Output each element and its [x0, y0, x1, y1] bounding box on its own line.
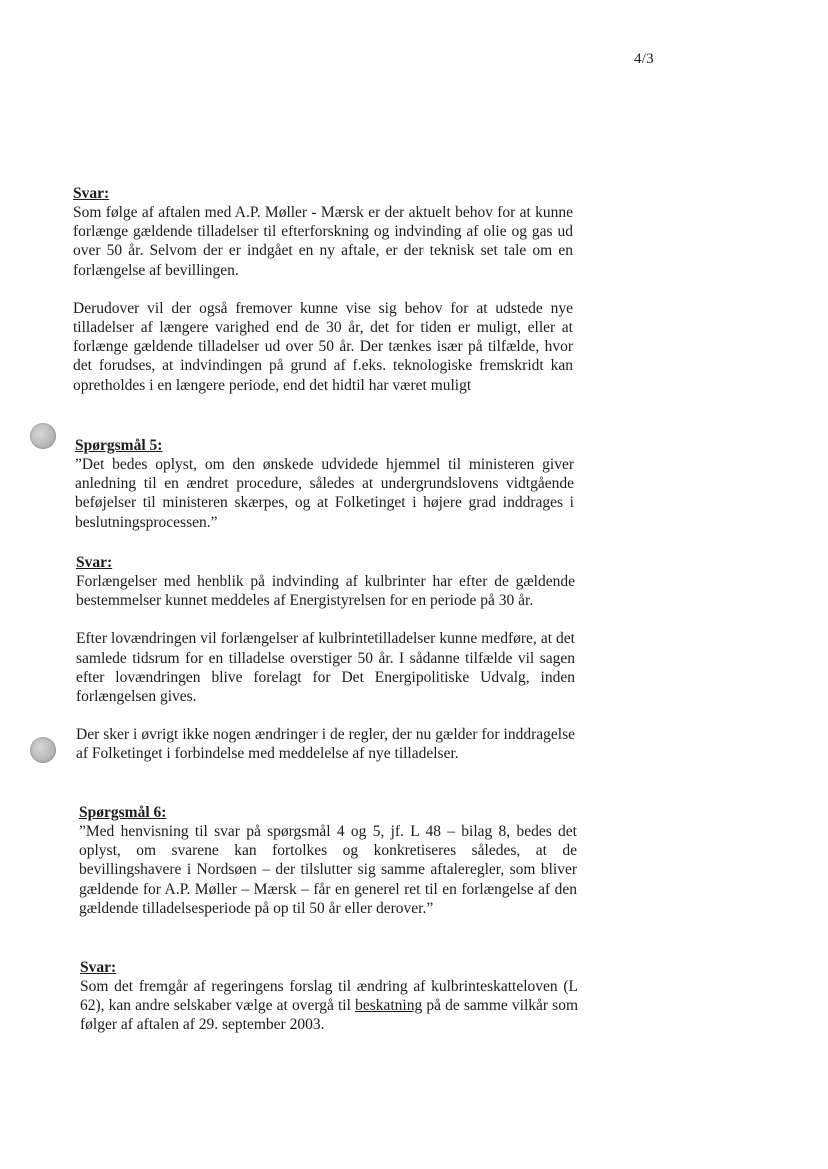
punch-hole-bottom	[30, 737, 56, 763]
answer-section-5	[76, 553, 575, 764]
question-section-5	[75, 436, 574, 532]
answer-text-after: på de samme vilkår som følger af aftalen af 29. september 2003.	[80, 997, 579, 1034]
answer-paragraph: Forlængelser med henblik på indvinding af kulbrinter har efter de gældende bestemmelser kunnet meddeles af Energistyrelsen for en periode på 30 år.	[76, 573, 575, 610]
answer-paragraph: Der sker i øvrigt ikke nogen ændringer i de regler, der nu gælder for inddragelse af Folketinget i forbindelse med meddelelse af nye tilladelser.	[76, 726, 575, 763]
answer-paragraph: Derudover vil der også fremover kunne vise sig behov for at udstede nye tilladelser af længere varighed end de 30 år, det for tiden er muligt, eller at forlænge gældende tilladelser ud over 50 år. Der tænkes især på tilfælde, hvor det forudses, at indvindingen på grund af f.eks. teknologiske fremskridt kan opretholdes i en længere periode, end det hidtil har været muligt	[73, 299, 573, 394]
answer-paragraph: Som følge af aftalen med A.P. Møller - Mærsk er der aktuelt behov for at kunne forlænge gældende tilladelser til efterforskning og indvinding af olie og gas ud over 50 år. Selvom der er indgået en ny aftale, er der teknisk set tale om en forlængelse af bevillingen.	[73, 204, 573, 279]
answer-paragraph	[80, 977, 578, 1035]
question-heading: Spørgsmål 5:	[75, 437, 163, 454]
answer-text-before: Som det fremgår af regeringens forslag til ændring af kulbrinteskatteloven (L 62), kan andre selskaber vælge at overgå til	[80, 978, 578, 1015]
answer-heading: Svar:	[80, 959, 117, 976]
punch-hole-top	[30, 423, 56, 449]
answer-paragraph: Efter lovændringen vil forlængelser af kulbrintetilladelser kunne medføre, at det samlede tidsrum for en tilladelse overstiger 50 år. I sådanne tilfælde vil sagen efter lovændringen blive forelagt for Det Energipolitiske Udvalg, inden forlængelsen gives.	[76, 630, 575, 706]
question-paragraph: ”Med henvisning til svar på spørgsmål 4 og 5, jf. L 48 – bilag 8, bedes det oplyst, om svarene kan fortolkes og konkretiseres således, at de bevillingshavere i Nordsøen – der tilslutter sig samme aftaleregler, som bliver gældende for A.P. Møller – Mærsk – får en generel ret til en forlængelse af den gældende tilladelsesperiode på op til 50 år eller derover.”	[79, 823, 577, 917]
question-heading: Spørgsmål 6:	[79, 804, 167, 821]
answer-section-1	[73, 184, 573, 395]
answer-heading: Svar:	[73, 185, 110, 202]
question-section-6	[79, 803, 577, 918]
answer-heading: Svar:	[76, 554, 113, 571]
page-number: 4/3	[634, 51, 654, 67]
question-paragraph: ”Det bedes oplyst, om den ønskede udvidede hjemmel til ministeren giver anledning til en ændret procedure, således at undergrundslovens vidtgående beføjelser til ministeren skærpes, og at Folketinget i højere grad inddrages i beslutningsprocessen.”	[75, 456, 574, 531]
answer-section-6	[80, 958, 578, 1035]
answer-text-underlined: beskatning	[355, 997, 423, 1015]
